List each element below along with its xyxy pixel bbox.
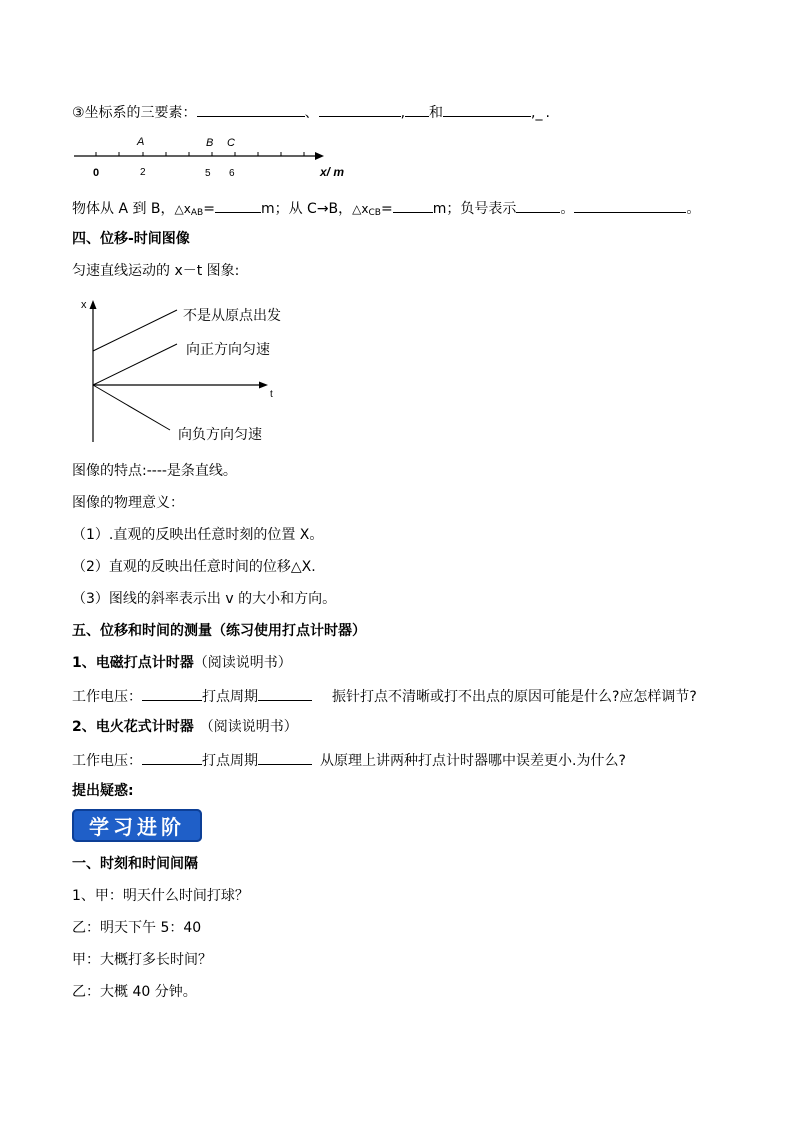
- section-title-4: 四、位移-时间图像: [72, 231, 190, 247]
- blank-field[interactable]: [393, 198, 433, 213]
- trailing-period: .: [545, 105, 550, 121]
- equals-sign: =: [380, 201, 393, 217]
- dialogue-line-4: 乙：大概 40 分钟。: [72, 984, 197, 1000]
- equals-sign: =: [203, 201, 215, 217]
- x-axis-arrow: [259, 382, 268, 389]
- voltage-label: 工作电压：: [72, 753, 142, 769]
- timer1-question: 振针打点不清晰或打不出点的原因可能是什么?应怎样调节?: [332, 689, 697, 705]
- coordinate-elements-question: [72, 102, 550, 122]
- meaning-item-3: （3）图线的斜率表示出 v 的大小和方向。: [72, 591, 337, 607]
- blank-field[interactable]: [197, 102, 305, 117]
- separator: ,: [400, 105, 406, 121]
- section-title-5: 五、位移和时间的测量（练习使用打点计时器）: [72, 623, 366, 639]
- section-title-1: 一、时刻和时间间隔: [72, 856, 198, 872]
- voltage-label: 工作电压：: [72, 689, 142, 705]
- voltage-blank[interactable]: [142, 686, 202, 701]
- axis-unit-label: x/ m: [320, 165, 345, 179]
- timer1-heading: [72, 654, 292, 672]
- blank-field[interactable]: [405, 102, 429, 117]
- x-axis-label: t: [270, 389, 273, 400]
- axis-ticks: [96, 152, 304, 156]
- timer1-note: （阅读说明书）: [193, 655, 292, 671]
- number-axis-figure: [70, 132, 370, 180]
- graph-features: 图像的特点:----是条直线。: [72, 463, 237, 479]
- timer2-question: 从原理上讲两种打点计时器哪中误差更小.为什么?: [320, 753, 626, 769]
- timer2-heading: [72, 718, 298, 736]
- line-positive-direction: [93, 344, 177, 385]
- dialogue-line-1: 1、甲：明天什么时间打球？: [72, 888, 249, 904]
- period-blank[interactable]: [258, 750, 312, 765]
- blank-field[interactable]: [215, 198, 261, 213]
- graph-label-positive: 向正方向匀速: [186, 342, 270, 358]
- and-text: 和: [429, 105, 444, 121]
- period-label: 打点周期: [202, 753, 258, 769]
- line-negative-direction: [93, 385, 170, 430]
- dialogue-line-3: 甲：大概打多长时间？: [72, 952, 212, 968]
- xt-intro: 匀速直线运动的 x－t 图象:: [72, 263, 240, 279]
- period-blank[interactable]: [258, 686, 312, 701]
- meaning-item-2: （2）直观的反映出任意时间的位移△X.: [72, 559, 316, 575]
- timer1-title: 1、电磁打点计时器: [72, 655, 194, 671]
- physical-meaning-title: 图像的物理意义：: [72, 495, 184, 511]
- subscript-ab: AB: [190, 208, 204, 218]
- separator: 、: [304, 105, 319, 121]
- graph-label-not-origin: 不是从原点出发: [183, 308, 281, 324]
- timer2-note: （阅读说明书）: [199, 719, 298, 735]
- meaning-item-1: （1）.直观的反映出任意时刻的位置 X。: [72, 527, 324, 543]
- inline-dot: 。: [560, 201, 575, 217]
- delta-x-symbol: △x: [352, 202, 369, 216]
- period-label: 打点周期: [202, 689, 258, 705]
- tick-label-0: 0: [93, 167, 100, 179]
- doubts-heading: 提出疑惑:: [72, 783, 134, 799]
- timer1-fields: [72, 686, 697, 706]
- delta-x-symbol: △x: [174, 202, 191, 216]
- question-text: m；负号表示: [432, 201, 517, 217]
- tick-label-6: 6: [229, 168, 235, 179]
- point-label-c: C: [227, 137, 235, 149]
- graph-label-negative: 向负方向匀速: [178, 427, 262, 443]
- question-prefix: ③坐标系的三要素：: [72, 105, 197, 121]
- blank-field[interactable]: [516, 198, 560, 213]
- end-mark: 。: [686, 201, 701, 217]
- point-label-a: A: [137, 136, 145, 148]
- blank-field[interactable]: [574, 198, 686, 213]
- point-label-b: B: [206, 137, 214, 149]
- timer2-fields: [72, 750, 626, 770]
- tick-label-2: 2: [140, 167, 146, 178]
- voltage-blank[interactable]: [142, 750, 202, 765]
- y-axis-label: x: [81, 299, 87, 311]
- line-not-from-origin: [93, 310, 177, 351]
- subscript-cb: CB: [368, 208, 381, 218]
- learning-advance-badge: 学习进阶: [72, 809, 202, 842]
- displacement-question: [72, 198, 700, 222]
- timer2-title: 2、电火花式计时器: [72, 719, 194, 735]
- question-text: 物体从 A 到 B，: [72, 201, 175, 217]
- axis-arrow: [315, 152, 324, 160]
- question-text: m；从 C→B，: [260, 201, 353, 217]
- dialogue-line-2: 乙：明天下午 5：40: [72, 920, 202, 936]
- blank-field[interactable]: [443, 102, 531, 117]
- trailing-text: ,_: [531, 105, 543, 121]
- tick-label-5: 5: [205, 168, 211, 179]
- y-axis-arrow: [90, 300, 97, 309]
- blank-field[interactable]: [319, 102, 401, 117]
